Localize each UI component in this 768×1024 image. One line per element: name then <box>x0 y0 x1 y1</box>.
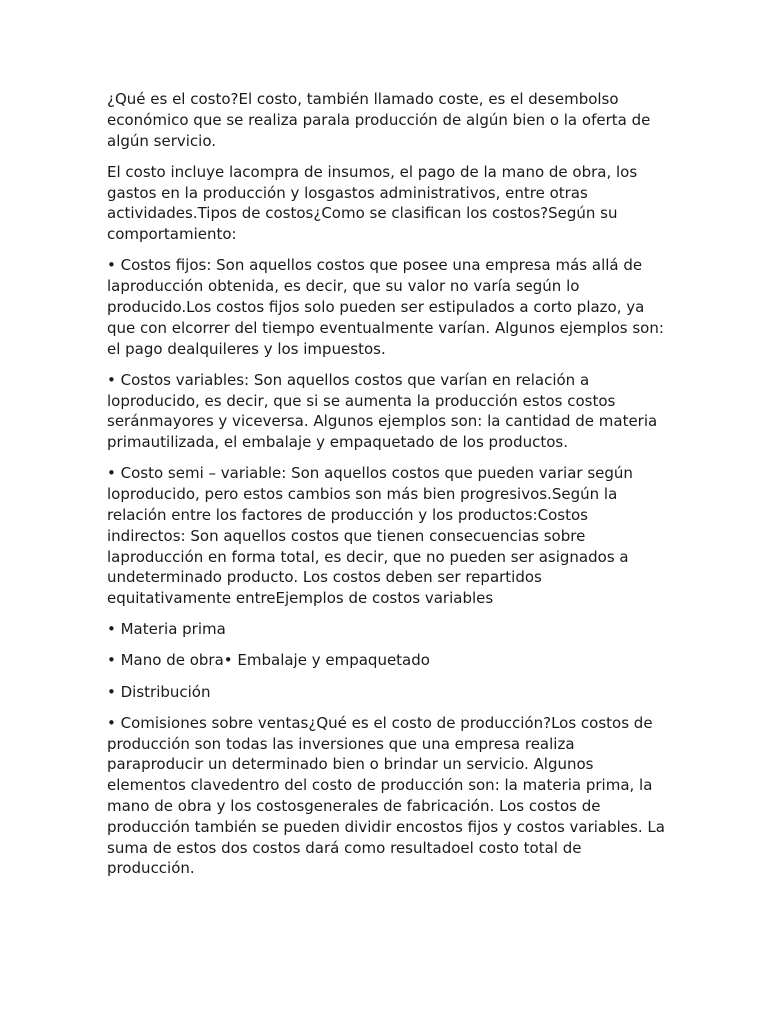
list-item-costo-semi-variable: • Costo semi – variable: Son aquellos costos que pueden variar según loproducido, pero estos cambios son más bien progresivos.Según la relación entre los factores de producción y los productos:Costos indirectos: Son aquellos costos que tienen consecuencias sobre laproducción en forma total, es decir, que no pueden ser asignados a undeterminado producto. Los costos deben ser repartidos equitativamente entreEjemplos de costos variables <box>107 464 633 608</box>
paragraph-costo-incluye: El costo incluye lacompra de insumos, el pago de la mano de obra, los gastos en la producción y losgastos administrativos, entre otras actividades.Tipos de costos¿Como se clasifican los costos?Según su comportamiento: <box>107 162 638 244</box>
list-item-materia-prima: • Materia prima <box>107 620 226 639</box>
list-item-costos-variables: • Costos variables: Son aquellos costos que varían en relación a loproducido, es decir, que si se aumenta la producción estos costos seránmayores y viceversa. Algunos ejemplos son: la cantidad de materia primautilizada, el embalaje y empaquetado de los productos. <box>107 370 658 452</box>
document-page <box>107 89 667 890</box>
list-item-comisiones: • Comisiones sobre ventas¿Qué es el costo de producción?Los costos de producción son todas las inversiones que una empresa realiza paraproducir un determinado bien o brindar un servicio. Algunos elementos clavedentro del costo de producción son: la materia prima, la mano de obra y los costosgenerales de fabricación. Los costos de producción también se pueden dividir encostos fijos y costos variables. La suma de estos dos costos dará como resultadoel costo total de producción. <box>107 713 665 878</box>
list-item-costos-fijos: • Costos fijos: Son aquellos costos que posee una empresa más allá de laproducción obtenida, es decir, que su valor no varía según lo producido.Los costos fijos solo pueden ser estipulados a corto plazo, ya que con elcorrer del tiempo eventualmente varían. Algunos ejemplos son: el pago dealquileres y los impuestos. <box>107 256 664 358</box>
paragraph-intro: ¿Qué es el costo?El costo, también llamado coste, es el desembolso económico que se realiza parala producción de algún bien o la oferta de algún servicio. <box>107 90 651 150</box>
list-item-mano-de-obra: • Mano de obra• Embalaje y empaquetado <box>107 651 430 670</box>
list-item-distribucion: • Distribución <box>107 682 211 701</box>
